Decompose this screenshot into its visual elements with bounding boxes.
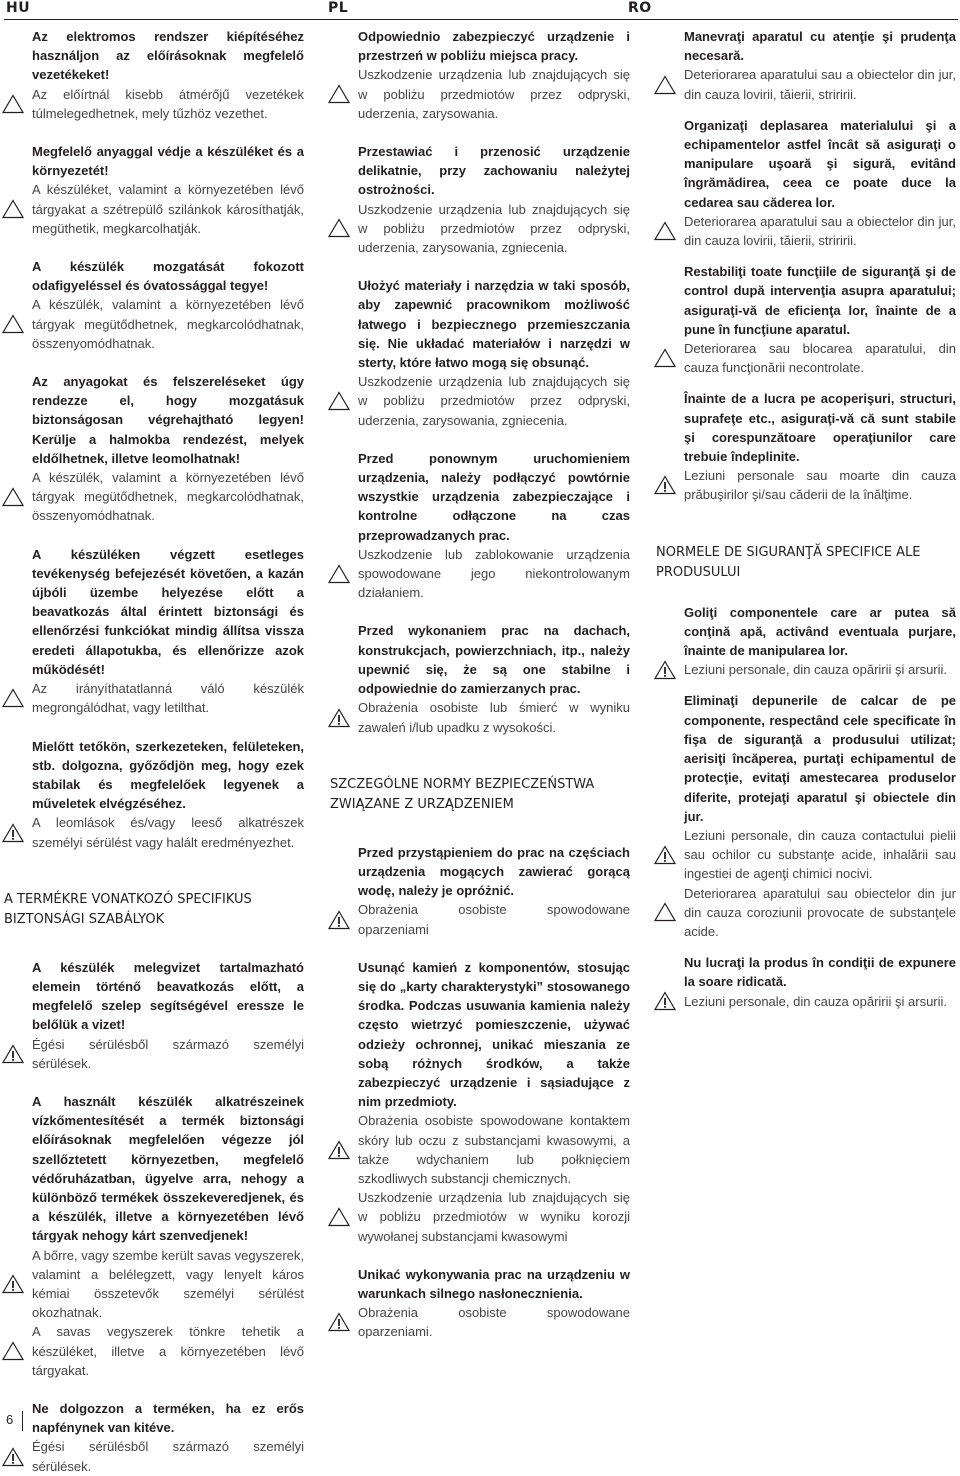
hu-specific-rule-2: A használt készülék alkatrészeinek vízkőmentesítését a termék biztonsági előírásoknak megfelelően végezze jól szellőztetett környezetben, megfelelő védőruházatban, ügyelve arra, nehogy a különböző termékek összekeveredjenek, és a készülék, illetve a környezetében lévő tárgyak nehogy kárt szenvedjenek! [32, 1093, 304, 1244]
warning-exclamation-icon [2, 1044, 24, 1064]
hu-warning-3: A készülék, valamint a környezetében lévő tárgyak megütődhetnek, megkarcolódhatnak, összenyomódhatnak. [4, 295, 304, 353]
pl-specific-warning-2a: Obrażenia osobiste spowodowane kontaktem skóry lub oczu z substancjami kwasowymi, a także wdychaniem lub połknięciem szkodliwych substancji chemicznych. [330, 1111, 630, 1188]
warning-triangle-icon [2, 1341, 24, 1361]
hu-rule-6: Mielőtt tetőkön, szerkezeteken, felületeken, stb. dolgozna, győződjön meg, hogy ezek stabilak és megfelelőek legyenek a műveletek elvégzéséhez. [32, 738, 304, 812]
ro-specific-rule-2: Eliminaţi depunerile de calcar de pe componente, respectând cele specificate în fişa de siguranţă a produsului utilizat; aerisiţi încăperea, purtaţi echipamentul de protecţie, evitaţi amestecarea produselor diferite, protejaţi aparatul şi obiectele din jur. [684, 693, 956, 824]
warning-exclamation-icon [2, 1447, 24, 1467]
warning-exclamation-icon [654, 660, 676, 680]
hu-specific-warning-1: Égési sérülésből származó személyi sérülések. [4, 1035, 304, 1073]
warning-exclamation-icon [2, 1274, 24, 1294]
pl-specific-warning-3: Obrażenia osobiste spowodowane oparzeniami. [330, 1303, 630, 1341]
warning-exclamation-icon [654, 845, 676, 865]
warning-exclamation-icon [2, 823, 24, 843]
pl-warning-3: Uszkodzenie urządzenia lub znajdujących się w pobliżu przedmiotów przez odpryski, uderzenia, zarysowania, zgniecenia. [330, 372, 630, 430]
hu-specific-rule-1: A készülék melegvizet tartalmazható elemein történő beavatkozás előtt, a megfelelő szelep segítségével eressze le belőlük a vizet! [32, 959, 304, 1033]
pl-section-title: SZCZEGÓLNE NORMY BEZPIECZEŃSTWA ZWIĄZANE Z URZĄDZENIEM [330, 776, 595, 812]
warning-exclamation-icon [654, 991, 676, 1011]
ro-specific-rule-1: Goliţi componentele care ar putea să conţină apă, activând eventuala purjare, înainte de manipularea lor. [684, 604, 956, 659]
pl-specific-rule-3: Unikać wykonywania prac na urządzeniu w warunkach silnego nasłonecznienia. [358, 1266, 630, 1301]
pl-specific-warning-2b: Uszkodzenie urządzenia lub znajdujących się w pobliżu przedmiotów w wyniku korozji wywołanej substancjami kwasowymi [330, 1188, 630, 1246]
warning-triangle-icon [328, 564, 350, 584]
warning-exclamation-icon [328, 1140, 350, 1160]
column-ro [656, 27, 956, 1011]
pl-specific-rule-1: Przed przystąpieniem do prac na częściach urządzenia mogących zawierać gorącą wodę, należy je opróżnić. [358, 844, 630, 899]
warning-triangle-icon [2, 94, 24, 114]
ro-specific-warning-2a: Leziuni personale, din cauza contactului pielii sau ochilor cu substanţe acide, inhalării sau ingestiei de agenţi chimici nocivi. [656, 826, 956, 884]
ro-warning-3: Deteriorarea sau blocarea aparatului, din cauza funcţionării necontrolate. [656, 339, 956, 377]
warning-triangle-icon [654, 902, 676, 922]
hu-warning-1: Az előírtnál kisebb átmérőjű vezetékek túlmelegedhetnek, mely tűzhöz vezethet. [4, 85, 304, 123]
hu-specific-warning-2a: A bőrre, vagy szembe került savas vegyszerek, valamint a belélegzett, vagy lenyelt káros kémiai összetevők személyi sérülést okozhatnak. [4, 1246, 304, 1323]
ro-rule-2: Organizaţi deplasarea materialului şi a echipamentelor astfel încât să asiguraţi o manipulare uşoară şi sigură, evitând îngrămădirea, ceea ce poate duce la cedarea sau căderea lor. [684, 117, 956, 210]
warning-exclamation-icon [654, 475, 676, 495]
pl-specific-rule-2: Usunąć kamień z komponentów, stosując się do „karty charakterystyki” stosowanego środka. Podczas usuwania kamienia należy często wietrzyć pomieszczenie, używać odzieży ochronnej, unikać mieszania ze sobą różnych środków, a także zabezpieczyć urządzenie i sąsiadujące z nim przedmioty. [358, 959, 630, 1110]
hu-rule-3: A készülék mozgatását fokozott odafigyeléssel és óvatossággal tegye! [32, 259, 304, 294]
hu-specific-rule-3: Ne dolgozzon a terméken, ha ez erős napfénynek van kitéve. [32, 1400, 304, 1436]
hu-specific-warning-3: Égési sérülésből származó személyi sérülések. [4, 1437, 304, 1475]
warning-triangle-icon [2, 314, 24, 334]
pl-warning-1: Uszkodzenie urządzenia lub znajdujących się w pobliżu przedmiotów przez odpryski, uderzenia, zarysowania. [330, 65, 630, 123]
warning-triangle-icon [2, 487, 24, 507]
hu-warning-4: A készülék, valamint a környezetében lévő tárgyak megütődhetnek, megkarcolódhatnak, összenyomódhatnak. [4, 468, 304, 526]
ro-specific-rule-3: Nu lucraţi la produs în condiţii de expunere la soare ridicată. [684, 955, 956, 990]
ro-warning-1: Deteriorarea aparatului sau a obiectelor din jur, din cauza lovirii, tăierii, striririi. [656, 65, 956, 103]
pl-specific-warning-1: Obrażenia osobiste spowodowane oparzeniami [330, 900, 630, 938]
pl-rule-5: Przed wykonaniem prac na dachach, konstrukcjach, powierzchniach, itp., należy upewnić się, że są one stabilne i odpowiednie do zamierzanych prac. [358, 623, 630, 697]
lang-label-hu: HU [6, 0, 31, 16]
warning-triangle-icon [654, 75, 676, 95]
warning-triangle-icon [328, 391, 350, 411]
ro-warning-2: Deteriorarea aparatului sau a obiectelor din jur, din cauza lovirii, tăierii, striririi. [656, 212, 956, 250]
pl-warning-5: Obrażenia osobiste lub śmierć w wyniku zawaleń i/lub upadku z wysokości. [330, 698, 630, 736]
header-rule [4, 19, 958, 20]
warning-triangle-icon [2, 199, 24, 219]
ro-rule-1: Manevraţi aparatul cu atenţie şi prudenţa necesară. [684, 29, 956, 64]
lang-label-pl: PL [328, 0, 349, 16]
pl-warning-4: Uszkodzenie lub zablokowanie urządzenia spowodowane jego niekontrolowanym działaniem. [330, 545, 630, 603]
pl-rule-1: Odpowiednio zabezpieczyć urządzenie i przestrzeń w pobliżu miejsca pracy. [358, 29, 630, 64]
warning-exclamation-icon [328, 708, 350, 728]
column-hu [4, 27, 304, 1476]
footer-rule [22, 1411, 23, 1431]
warning-triangle-icon [654, 221, 676, 241]
warning-exclamation-icon [328, 1312, 350, 1332]
warning-triangle-icon [328, 1207, 350, 1227]
ro-specific-warning-2b: Deteriorarea aparatului sau obiectelor din jur din cauza coroziunii provocate de substanţele acide. [656, 884, 956, 942]
pl-rule-2: Przestawiać i przenosić urządzenie delikatnie, przy zachowaniu należytej ostrożności. [358, 144, 630, 198]
ro-specific-warning-3: Leziuni personale, din cauza opăririi şi arsurii. [656, 992, 956, 1011]
hu-warning-2: A készüléket, valamint a környezetében lévő tárgyakat a szétrepülő szilánkok károsíthatják, megüthetik, megkarcolhatják. [4, 180, 304, 238]
pl-warning-2: Uszkodzenie urządzenia lub znajdujących się w pobliżu przedmiotów przez odpryski, uderzenia, zarysowania, zgniecenia. [330, 200, 630, 258]
pl-rule-3: Ułożyć materiały i narzędzia w taki sposób, aby zapewnić pracownikom możliwość łatwego i bezpiecznego przemieszczania się. Nie układać materiałów i narzędzi w sterty, które łatwo mogą się obsunąć. [358, 278, 630, 371]
page-number: 6 [6, 1412, 14, 1427]
hu-rule-1: Az elektromos rendszer kiépítéséhez használjon az előírásoknak megfelelő vezetékeket! [32, 29, 304, 83]
hu-rule-2: Megfelelő anyaggal védje a készüléket és a környezetét! [32, 144, 304, 179]
hu-warning-6: A leomlások és/vagy leeső alkatrészek személyi sérülést vagy halált eredményezhet. [4, 813, 304, 851]
pl-rule-4: Przed ponownym uruchomieniem urządzenia, należy podłączyć powtórnie wszystkie urządzenia zabezpieczające i kontrolne odłączone na czas przeprowadzanych prac. [358, 450, 630, 543]
hu-specific-warning-2b: A savas vegyszerek tönkre tehetik a készüléket, illetve a környezetében lévő tárgyakat. [4, 1322, 304, 1380]
warning-triangle-icon [654, 348, 676, 368]
ro-rule-4: Înainte de a lucra pe acoperişuri, structuri, suprafeţe etc., asiguraţi-vă că sunt stabile şi corespunzătoare operaţiunilor care trebuie îndeplinite. [684, 391, 956, 465]
column-pl [330, 27, 630, 1342]
warning-triangle-icon [2, 688, 24, 708]
hu-section-title: A TERMÉKRE VONATKOZÓ SPECIFIKUS BIZTONSÁGI SZABÁLYOK [4, 891, 252, 927]
lang-label-ro: RO [628, 0, 652, 16]
warning-triangle-icon [328, 84, 350, 104]
hu-rule-5: A készüléken végzett esetleges tevékenység befejezését követően, a kazán újbóli üzembe helyezése előtt a beavatkozás által érintett biztonsági és ellenőrzési funkciókat mindig állítsa vissza eredeti állapotukba, és ellenőrizze azok működését! [32, 546, 304, 677]
hu-rule-4: Az anyagokat és felszereléseket úgy rendezze el, hogy mozgatásuk biztonságosan végrehajtható legyen! Kerülje a halmokba rendezést, melyek eldőlhetnek, illetve leomolhatnak! [32, 374, 304, 466]
ro-specific-warning-1: Leziuni personale, din cauza opăririi şi arsurii. [656, 660, 956, 679]
hu-warning-5: Az irányíthatatlanná váló készülék megrongálódhat, vagy letilthat. [4, 679, 304, 717]
ro-section-title: NORMELE DE SIGURANŢĂ SPECIFICE ALE PRODUSULUI [656, 544, 921, 580]
warning-triangle-icon [328, 218, 350, 238]
ro-warning-4: Leziuni personale sau moarte din cauza prăbuşirilor şi/sau căderii de la înălţime. [656, 466, 956, 504]
warning-exclamation-icon [328, 910, 350, 930]
ro-rule-3: Restabiliţi toate funcţiile de siguranţă şi de control după intervenţia asupra aparatului; asiguraţi-vă de eficienţa lor, înainte de a pune în funcţiune aparatul. [684, 264, 956, 337]
page-header [0, 0, 960, 20]
